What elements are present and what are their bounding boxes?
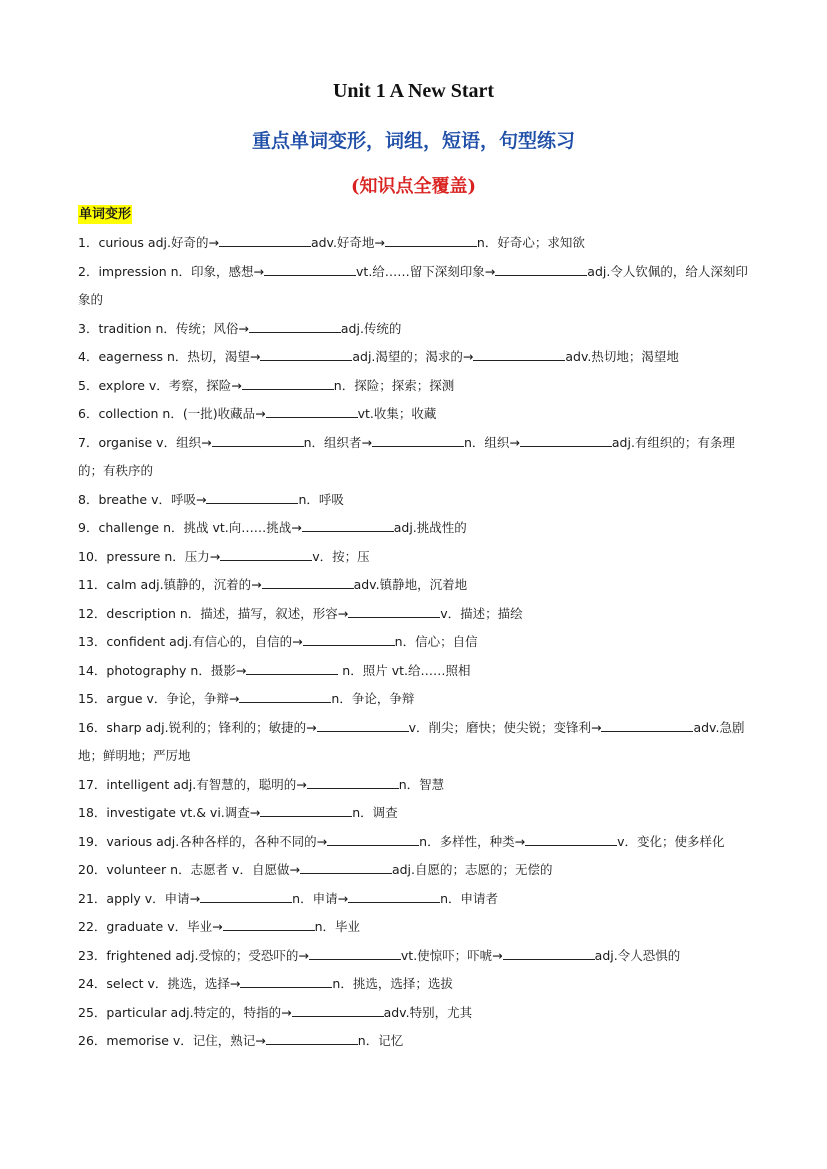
exercise-item: 23．frightened adj.受惊的；受恐吓的→ vt.使惊吓；吓唬→ adj.令人恐惧的 xyxy=(78,942,758,971)
exercise-item: 24．select v．挑选，选择→ n．挑选，选择；选拔 xyxy=(78,970,758,999)
answer-blank[interactable] xyxy=(525,831,617,846)
answer-blank[interactable] xyxy=(473,346,565,361)
exercise-item: 11．calm adj.镇静的，沉着的→ adv.镇静地，沉着地 xyxy=(78,571,758,600)
answer-blank[interactable] xyxy=(212,432,304,447)
answer-blank[interactable] xyxy=(601,717,693,732)
exercise-item: 8．breathe v．呼吸→ n．呼吸 xyxy=(78,486,758,515)
page-title: Unit 1 A New Start xyxy=(332,80,495,102)
exercise-item: 13．confident adj.有信心的，自信的→ n．信心；自信 xyxy=(78,628,758,657)
exercise-item: 2．impression n．印象，感想→ vt.给……留下深刻印象→ adj.令人钦佩的，给人深刻印象的 xyxy=(78,258,758,315)
answer-blank[interactable] xyxy=(260,346,352,361)
answer-blank[interactable] xyxy=(348,603,440,618)
answer-blank[interactable] xyxy=(303,631,395,646)
exercise-item: 22．graduate v．毕业→ n．毕业 xyxy=(78,913,758,942)
exercise-item: 12．description n．描述，描写，叙述，形容→ v．描述；描绘 xyxy=(78,600,758,629)
exercise-item: 18．investigate vt.& vi.调查→ n．调查 xyxy=(78,799,758,828)
answer-blank[interactable] xyxy=(220,546,312,561)
answer-blank[interactable] xyxy=(300,859,392,874)
exercise-item: 16．sharp adj.锐利的；锋利的；敏捷的→ v．削尖；磨快；使尖锐；变锋利→ adv.急剧地；鲜明地；严厉地 xyxy=(78,714,758,771)
answer-blank[interactable] xyxy=(266,1030,358,1045)
answer-blank[interactable] xyxy=(219,232,311,247)
answer-blank[interactable] xyxy=(206,489,298,504)
exercise-item: 5．explore v．考察，探险→ n．探险；探索；探测 xyxy=(78,372,758,401)
exercise-item: 7．organise v．组织→ n．组织者→ n．组织→ adj.有组织的；有条理的；有秩序的 xyxy=(78,429,758,486)
exercise-item: 14．photography n．摄影→ n．照片 vt.给……照相 xyxy=(78,657,758,686)
answer-blank[interactable] xyxy=(223,916,315,931)
answer-blank[interactable] xyxy=(262,574,354,589)
answer-blank[interactable] xyxy=(520,432,612,447)
exercise-item: 17．intelligent adj.有智慧的，聪明的→ n．智慧 xyxy=(78,771,758,800)
section-heading: 单词变形 xyxy=(79,207,132,222)
answer-blank[interactable] xyxy=(503,945,595,960)
answer-blank[interactable] xyxy=(348,888,440,903)
exercise-item: 21．apply v．申请→ n．申请→ n．申请者 xyxy=(78,885,758,914)
answer-blank[interactable] xyxy=(317,717,409,732)
answer-blank[interactable] xyxy=(372,432,464,447)
exercise-item: 9．challenge n．挑战 vt.向……挑战→ adj.挑战性的 xyxy=(78,514,758,543)
answer-blank[interactable] xyxy=(495,261,587,276)
exercise-item: 20．volunteer n．志愿者 v．自愿做→ adj.自愿的；志愿的；无偿的 xyxy=(78,856,758,885)
answer-blank[interactable] xyxy=(302,517,394,532)
exercise-item: 26．memorise v．记住，熟记→ n．记忆 xyxy=(78,1027,758,1056)
answer-blank[interactable] xyxy=(309,945,401,960)
exercise-list xyxy=(78,229,758,1056)
exercise-item: 25．particular adj.特定的，特指的→ adv.特别，尤其 xyxy=(78,999,758,1028)
answer-blank[interactable] xyxy=(246,660,338,675)
answer-blank[interactable] xyxy=(307,774,399,789)
answer-blank[interactable] xyxy=(327,831,419,846)
answer-blank[interactable] xyxy=(264,261,356,276)
exercise-item: 19．various adj.各种各样的，各种不同的→ n．多样性，种类→ v．变化；使多样化 xyxy=(78,828,758,857)
answer-blank[interactable] xyxy=(260,802,352,817)
answer-blank[interactable] xyxy=(200,888,292,903)
exercise-item: 15．argue v．争论，争辩→ n．争论，争辩 xyxy=(78,685,758,714)
answer-blank[interactable] xyxy=(240,973,332,988)
exercise-item: 6．collection n．(一批)收藏品→ vt.收集；收藏 xyxy=(78,400,758,429)
exercise-item: 4．eagerness n．热切，渴望→ adj.渴望的；渴求的→ adv.热切地；渴望地 xyxy=(78,343,758,372)
exercise-item: 10．pressure n．压力→ v．按；压 xyxy=(78,543,758,572)
answer-blank[interactable] xyxy=(292,1002,384,1017)
answer-blank[interactable] xyxy=(385,232,477,247)
answer-blank[interactable] xyxy=(266,403,358,418)
answer-blank[interactable] xyxy=(239,688,331,703)
answer-blank[interactable] xyxy=(249,318,341,333)
exercise-item: 3．tradition n．传统；风俗→ adj.传统的 xyxy=(78,315,758,344)
answer-blank[interactable] xyxy=(242,375,334,390)
coverage-note: (知识点全覆盖) xyxy=(350,176,477,197)
exercise-item: 1．curious adj.好奇的→ adv.好奇地→ n．好奇心；求知欲 xyxy=(78,229,758,258)
page-subtitle: 重点单词变形，词组，短语，句型练习 xyxy=(251,130,575,152)
